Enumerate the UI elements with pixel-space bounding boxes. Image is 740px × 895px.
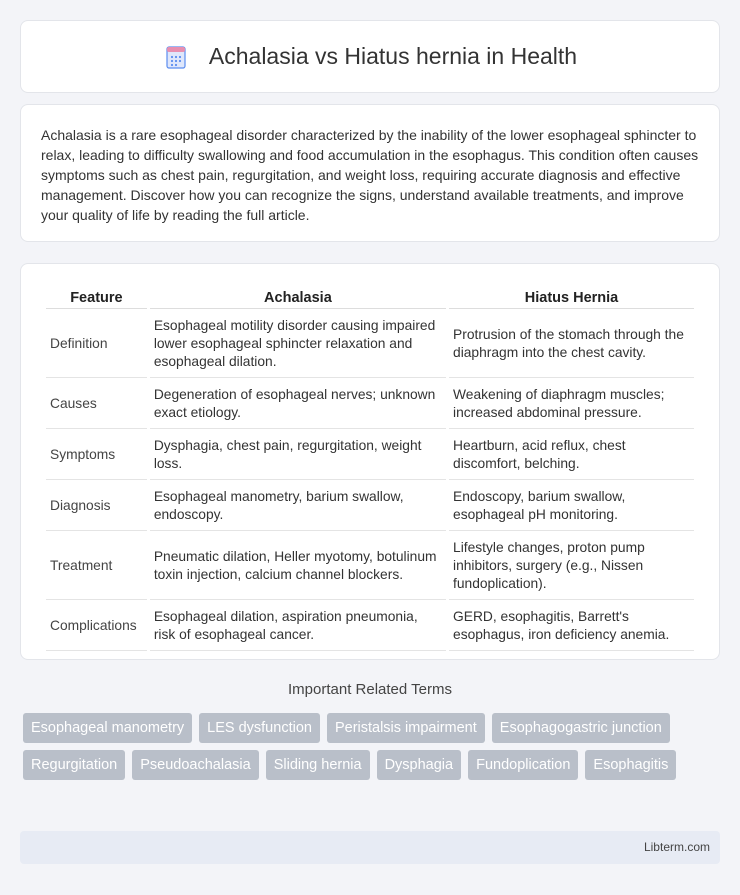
term-tag[interactable]: Dysphagia <box>377 750 462 780</box>
term-tag[interactable]: Fundoplication <box>468 750 578 780</box>
header-hiatus-hernia: Hiatus Hernia <box>449 286 694 309</box>
achalasia-cell: Pneumatic dilation, Heller myotomy, botulinum toxin injection, calcium channel blockers. <box>150 533 446 600</box>
page-title: Achalasia vs Hiatus hernia in Health <box>208 43 578 69</box>
feature-cell: Symptoms <box>46 431 147 480</box>
achalasia-cell: Esophageal dilation, aspiration pneumonia, risk of esophageal cancer. <box>150 602 446 651</box>
table-row <box>46 602 694 651</box>
achalasia-cell: Esophageal manometry, barium swallow, endoscopy. <box>150 482 446 531</box>
feature-cell: Treatment <box>46 533 147 600</box>
table-row <box>46 431 694 480</box>
document-icon <box>163 44 189 70</box>
header-achalasia: Achalasia <box>150 286 446 309</box>
term-tag[interactable]: Esophagogastric junction <box>492 713 670 743</box>
related-terms-list <box>23 713 723 780</box>
comparison-table-card <box>20 263 720 660</box>
term-tag[interactable]: Esophagitis <box>585 750 676 780</box>
table-row <box>46 311 694 378</box>
table-row <box>46 533 694 600</box>
hiatus-hernia-cell: Lifestyle changes, proton pump inhibitors, surgery (e.g., Nissen fundoplication). <box>449 533 694 600</box>
hiatus-hernia-cell: Protrusion of the stomach through the diaphragm into the chest cavity. <box>449 311 694 378</box>
footer-site-link[interactable]: Libterm.com <box>643 840 710 854</box>
term-tag[interactable]: LES dysfunction <box>199 713 320 743</box>
intro-text: Achalasia is a rare esophageal disorder characterized by the inability of the lower esophageal sphincter to relax, leading to difficulty swallowing and food accumulation in the esophagus. This condition often causes symptoms such as chest pain, regurgitation, and weight loss, requiring accurate diagnosis and effective management. Discover how you can recognize the signs, understand available treatments, and improve your quality of life by reading the full article. <box>41 127 699 223</box>
hiatus-hernia-cell: Endoscopy, barium swallow, esophageal pH monitoring. <box>449 482 694 531</box>
feature-cell: Definition <box>46 311 147 378</box>
term-tag[interactable]: Sliding hernia <box>266 750 370 780</box>
comparison-table <box>43 284 697 653</box>
table-header-row <box>46 286 694 309</box>
term-tag[interactable]: Regurgitation <box>23 750 125 780</box>
feature-cell: Complications <box>46 602 147 651</box>
hiatus-hernia-cell: Heartburn, acid reflux, chest discomfort, belching. <box>449 431 694 480</box>
footer <box>20 831 720 864</box>
hiatus-hernia-cell: GERD, esophagitis, Barrett's esophagus, iron deficiency anemia. <box>449 602 694 651</box>
intro-card <box>20 104 720 242</box>
header-feature: Feature <box>46 286 147 309</box>
term-tag[interactable]: Pseudoachalasia <box>132 750 258 780</box>
table-row <box>46 380 694 429</box>
achalasia-cell: Degeneration of esophageal nerves; unknown exact etiology. <box>150 380 446 429</box>
achalasia-cell: Dysphagia, chest pain, regurgitation, weight loss. <box>150 431 446 480</box>
achalasia-cell: Esophageal motility disorder causing impaired lower esophageal sphincter relaxation and esophageal dilation. <box>150 311 446 378</box>
hiatus-hernia-cell: Weakening of diaphragm muscles; increased abdominal pressure. <box>449 380 694 429</box>
table-row <box>46 482 694 531</box>
related-terms-title: Important Related Terms <box>288 681 452 698</box>
header-card <box>20 20 720 93</box>
feature-cell: Causes <box>46 380 147 429</box>
term-tag[interactable]: Esophageal manometry <box>23 713 192 743</box>
term-tag[interactable]: Peristalsis impairment <box>327 713 485 743</box>
feature-cell: Diagnosis <box>46 482 147 531</box>
